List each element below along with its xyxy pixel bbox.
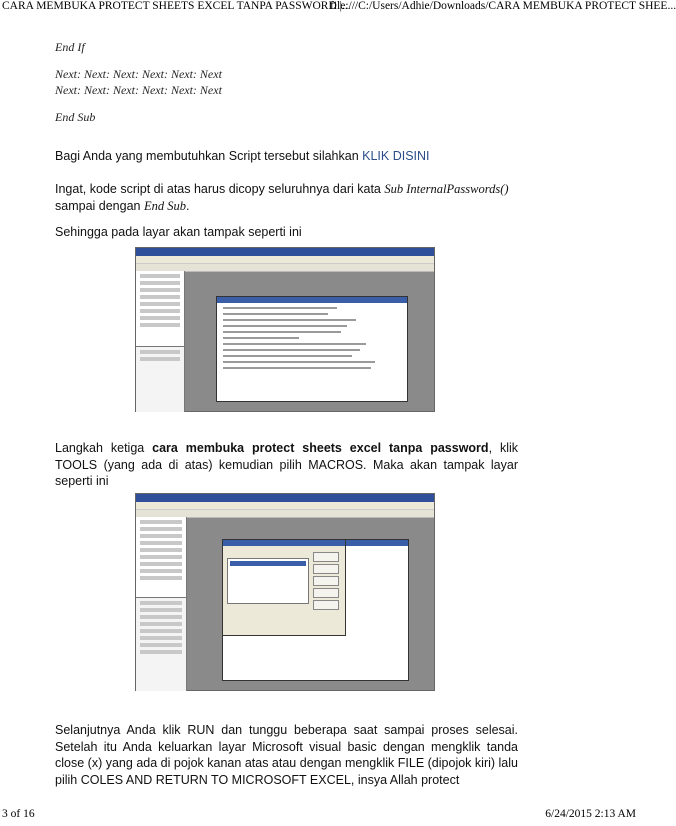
- paragraph-script-link: [55, 148, 518, 165]
- bold-phrase: cara membuka protect sheets excel tanpa password: [152, 441, 489, 455]
- code-end-sub: End Sub: [55, 110, 96, 124]
- code-end-sub-inline: End Sub: [143, 198, 186, 213]
- footer-page-number: 3 of 16: [2, 808, 35, 820]
- header-url: file:///C:/Users/Adhie/Downloads/CARA MEMBUKA PROTECT SHEE...: [330, 0, 676, 12]
- paragraph-text: Ingat, kode script di atas harus dicopy seluruhnya dari kata: [55, 182, 385, 196]
- screenshot-macros-dialog: [135, 493, 435, 691]
- paragraph-run-instructions: Selanjutnya Anda klik RUN dan tunggu beberapa saat sampai proses selesai. Setelah itu Anda keluarkan layar Microsoft visual basic dengan mengklik tanda close (x) yang ada di pojok kanan atas atau dengan mengklik FILE (dipojok kiri) lalu pilih COLES AND RETURN TO MICROSOFT EXCEL, insya Allah protect: [55, 723, 518, 787]
- code-next-line-1: Next: Next: Next: Next: Next: Next: [55, 67, 222, 81]
- paragraph-text: Bagi Anda yang membutuhkan Script tersebut silahkan: [55, 149, 363, 163]
- screenshot-vba-editor: [135, 247, 435, 412]
- paragraph-text: sampai dengan: [55, 198, 144, 213]
- paragraph-text: Langkah ketiga: [55, 441, 153, 455]
- header-title: CARA MEMBUKA PROTECT SHEETS EXCEL TANPA PASSWORD |...: [2, 0, 351, 12]
- code-next-line-2: Next: Next: Next: Next: Next: Next: [55, 83, 222, 97]
- paragraph-copy-instruction: [55, 181, 518, 214]
- footer-datetime: 6/24/2015 2:13 AM: [545, 808, 636, 820]
- klik-disini-link[interactable]: KLIK DISINI: [362, 149, 430, 163]
- paragraph-step-three: [55, 440, 518, 490]
- paragraph-result: Sehingga pada layar akan tampak seperti ini: [55, 225, 302, 239]
- paragraph-text: , klik TOOLS (yang ada di atas) kemudian pilih MACROS. Maka akan tampak layar seperti ini: [55, 441, 518, 488]
- code-sub-name: Sub InternalPasswords(): [384, 182, 509, 196]
- code-end-if: End If: [55, 40, 85, 54]
- paragraph-text: .: [185, 198, 190, 213]
